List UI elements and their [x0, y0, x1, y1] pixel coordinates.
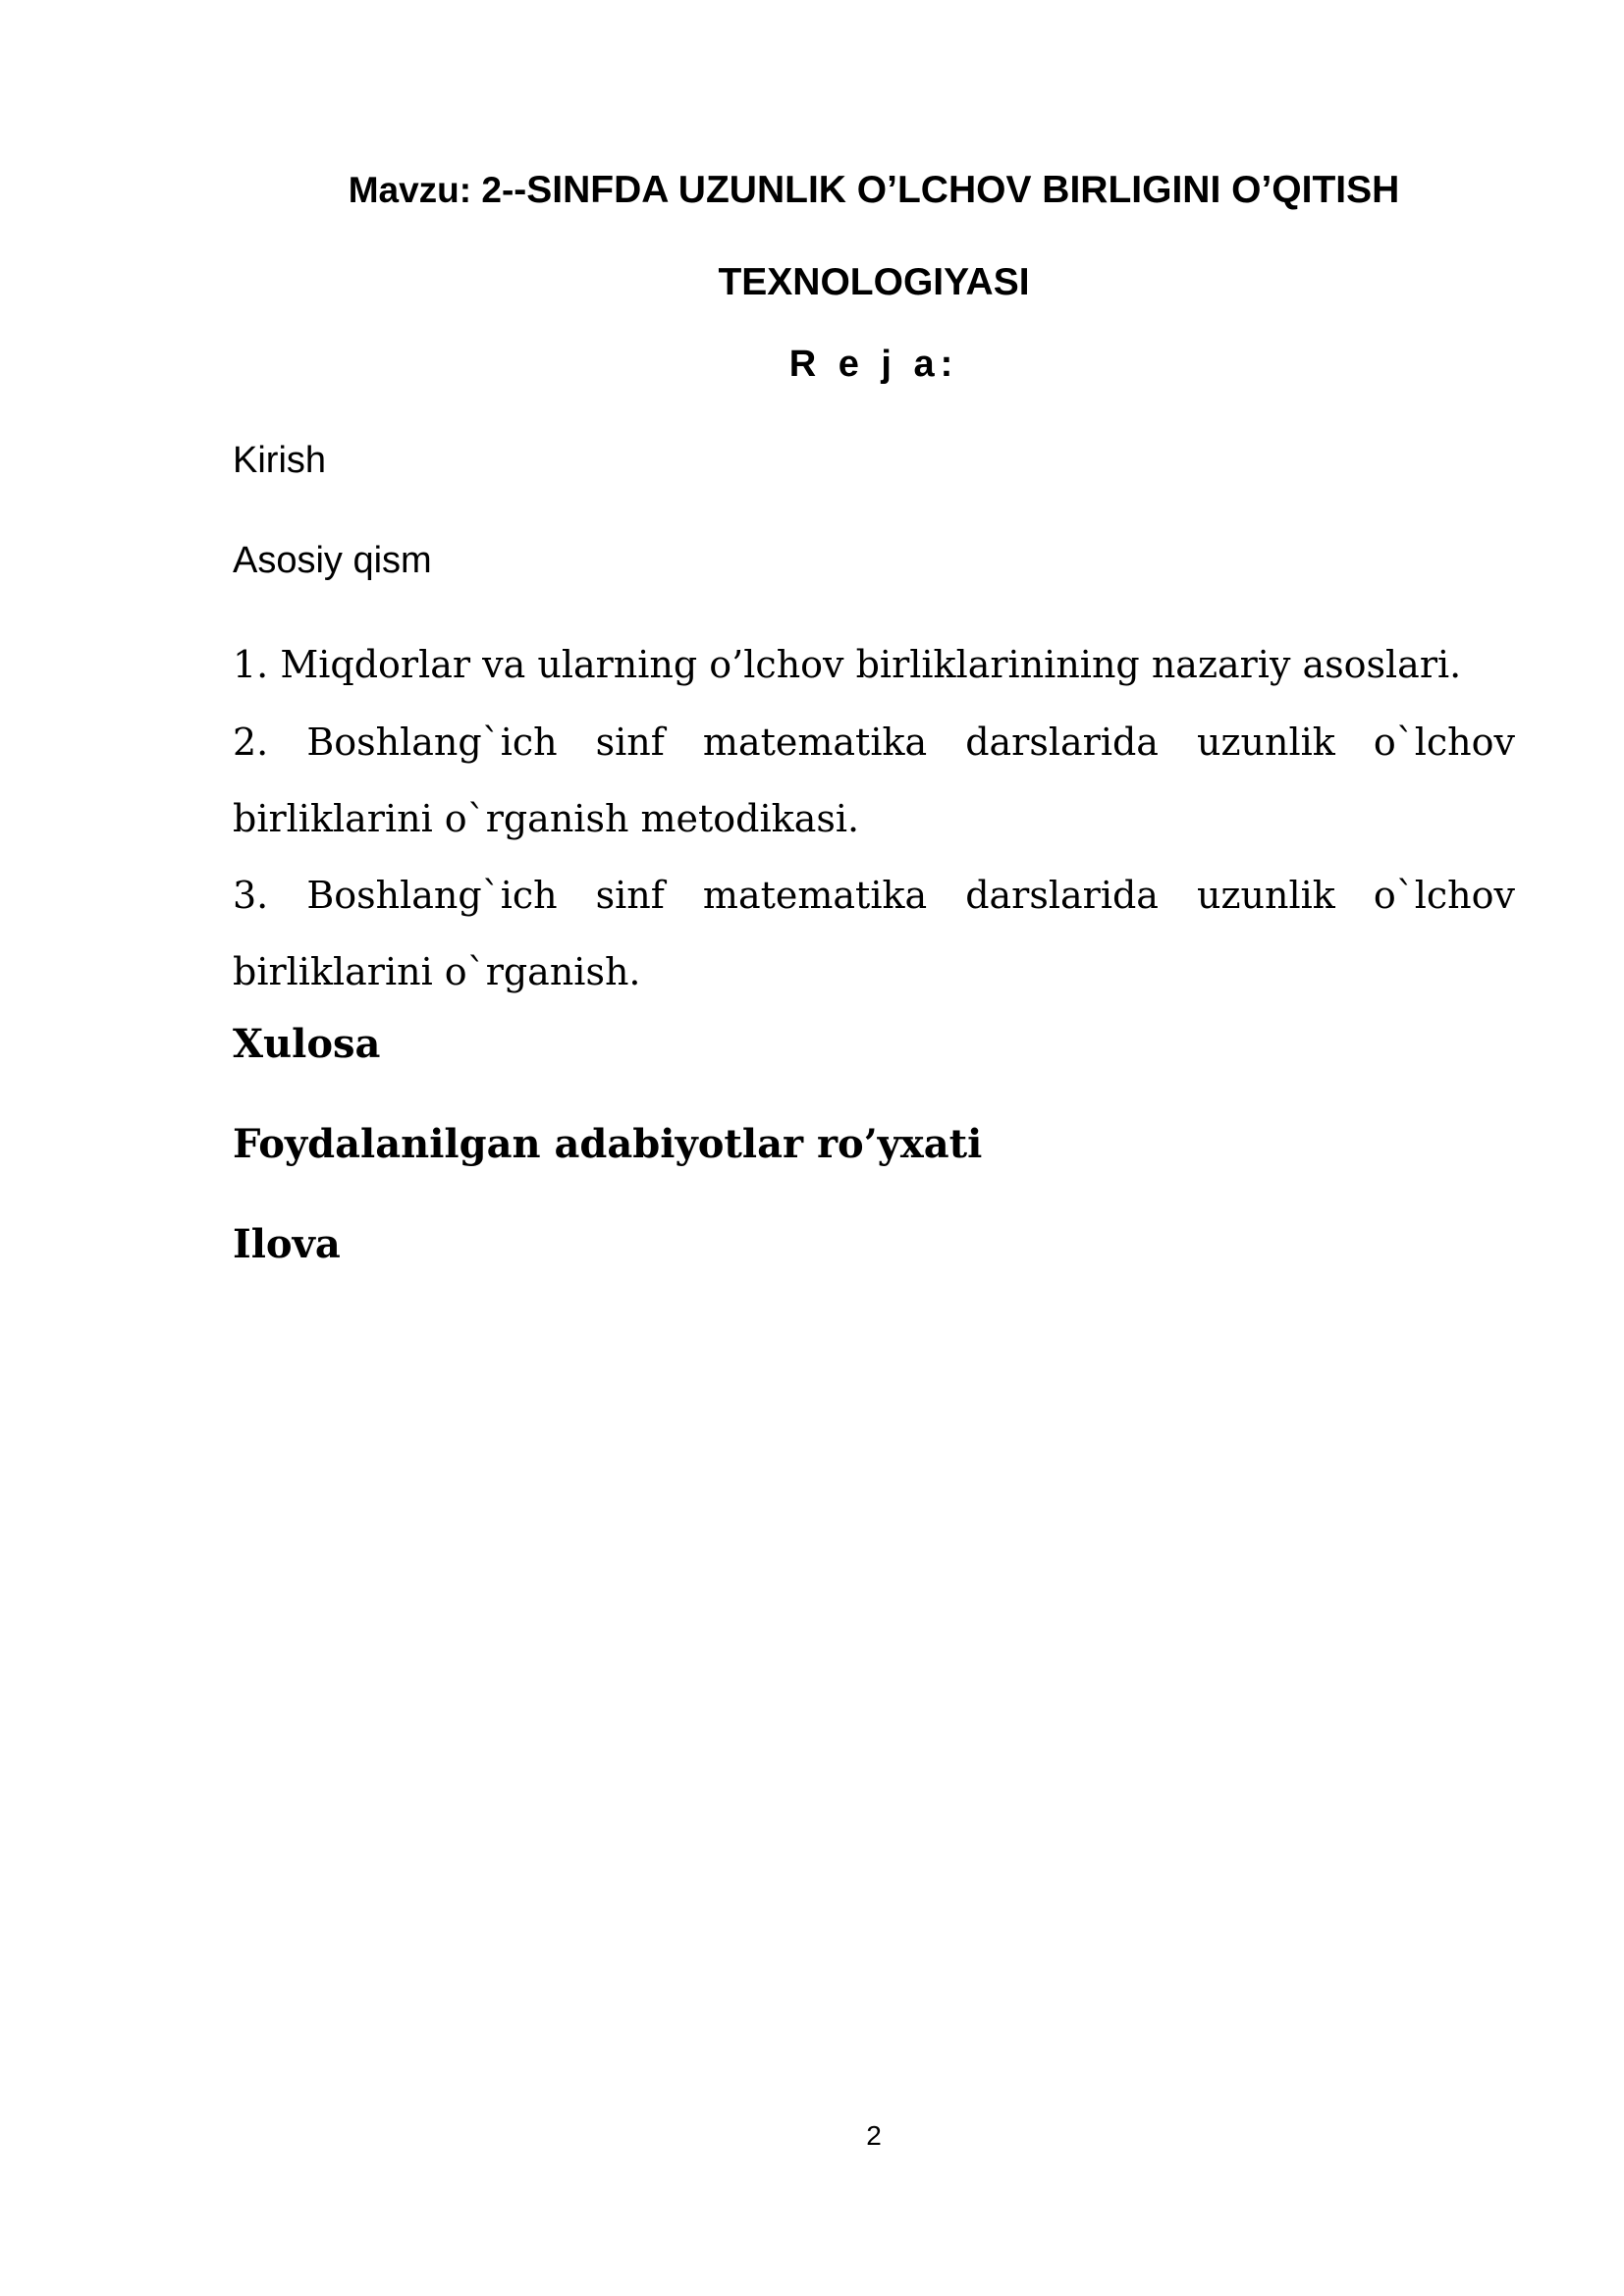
plan-item-3-word: darslarida — [965, 874, 1159, 917]
plan-item-3-word: sinf — [595, 874, 665, 917]
plan-item-3-line2: birliklarini o`rganish. — [233, 950, 641, 993]
plan-item-3-word: 3. — [233, 874, 269, 917]
plan-item-2-word: uzunlik — [1197, 721, 1335, 764]
document-title-line2: TEXNOLOGIYASI — [718, 261, 1030, 303]
plan-item-2-word: darslarida — [965, 721, 1159, 764]
section-conclusion: Xulosa — [233, 1021, 381, 1067]
page-number: 2 — [866, 2120, 882, 2151]
plan-item-3-word: uzunlik — [1197, 874, 1335, 917]
title-main: -SINFDA UZUNLIK O’LCHOV BIRLIGINI O’QITISH — [514, 169, 1400, 211]
title-prefix: Mavzu: 2- — [348, 170, 514, 210]
plan-item-3-word: Boshlang`ich — [306, 874, 558, 917]
plan-item-2-word: matematika — [702, 721, 928, 764]
section-intro: Kirish — [233, 440, 327, 481]
section-main-part: Asosiy qism — [233, 540, 432, 581]
section-references: Foydalanilgan adabiyotlar ro’yxati — [233, 1121, 983, 1167]
plan-item-2 — [233, 704, 1515, 857]
plan-item-2-word: o`lchov — [1373, 721, 1515, 764]
plan-item-1 — [233, 626, 1515, 703]
plan-item-3-line1 — [233, 857, 1515, 934]
plan-item-3-word: o`lchov — [1373, 874, 1515, 917]
plan-item-2-word: sinf — [595, 721, 665, 764]
plan-item-3 — [233, 857, 1515, 1010]
section-appendix: Ilova — [233, 1221, 341, 1267]
plan-item-2-line1 — [233, 704, 1515, 780]
plan-item-2-line2: birliklarini o`rganish metodikasi. — [233, 797, 860, 840]
plan-item-1-text: 1. Miqdorlar va ularning o’lchov birliklarinining nazariy asoslari. — [233, 643, 1462, 686]
plan-heading: R e j a: — [788, 344, 959, 385]
plan-item-2-word: 2. — [233, 721, 269, 764]
document-title-line1 — [0, 169, 1624, 212]
plan-item-3-word: matematika — [702, 874, 928, 917]
plan-item-2-word: Boshlang`ich — [306, 721, 558, 764]
